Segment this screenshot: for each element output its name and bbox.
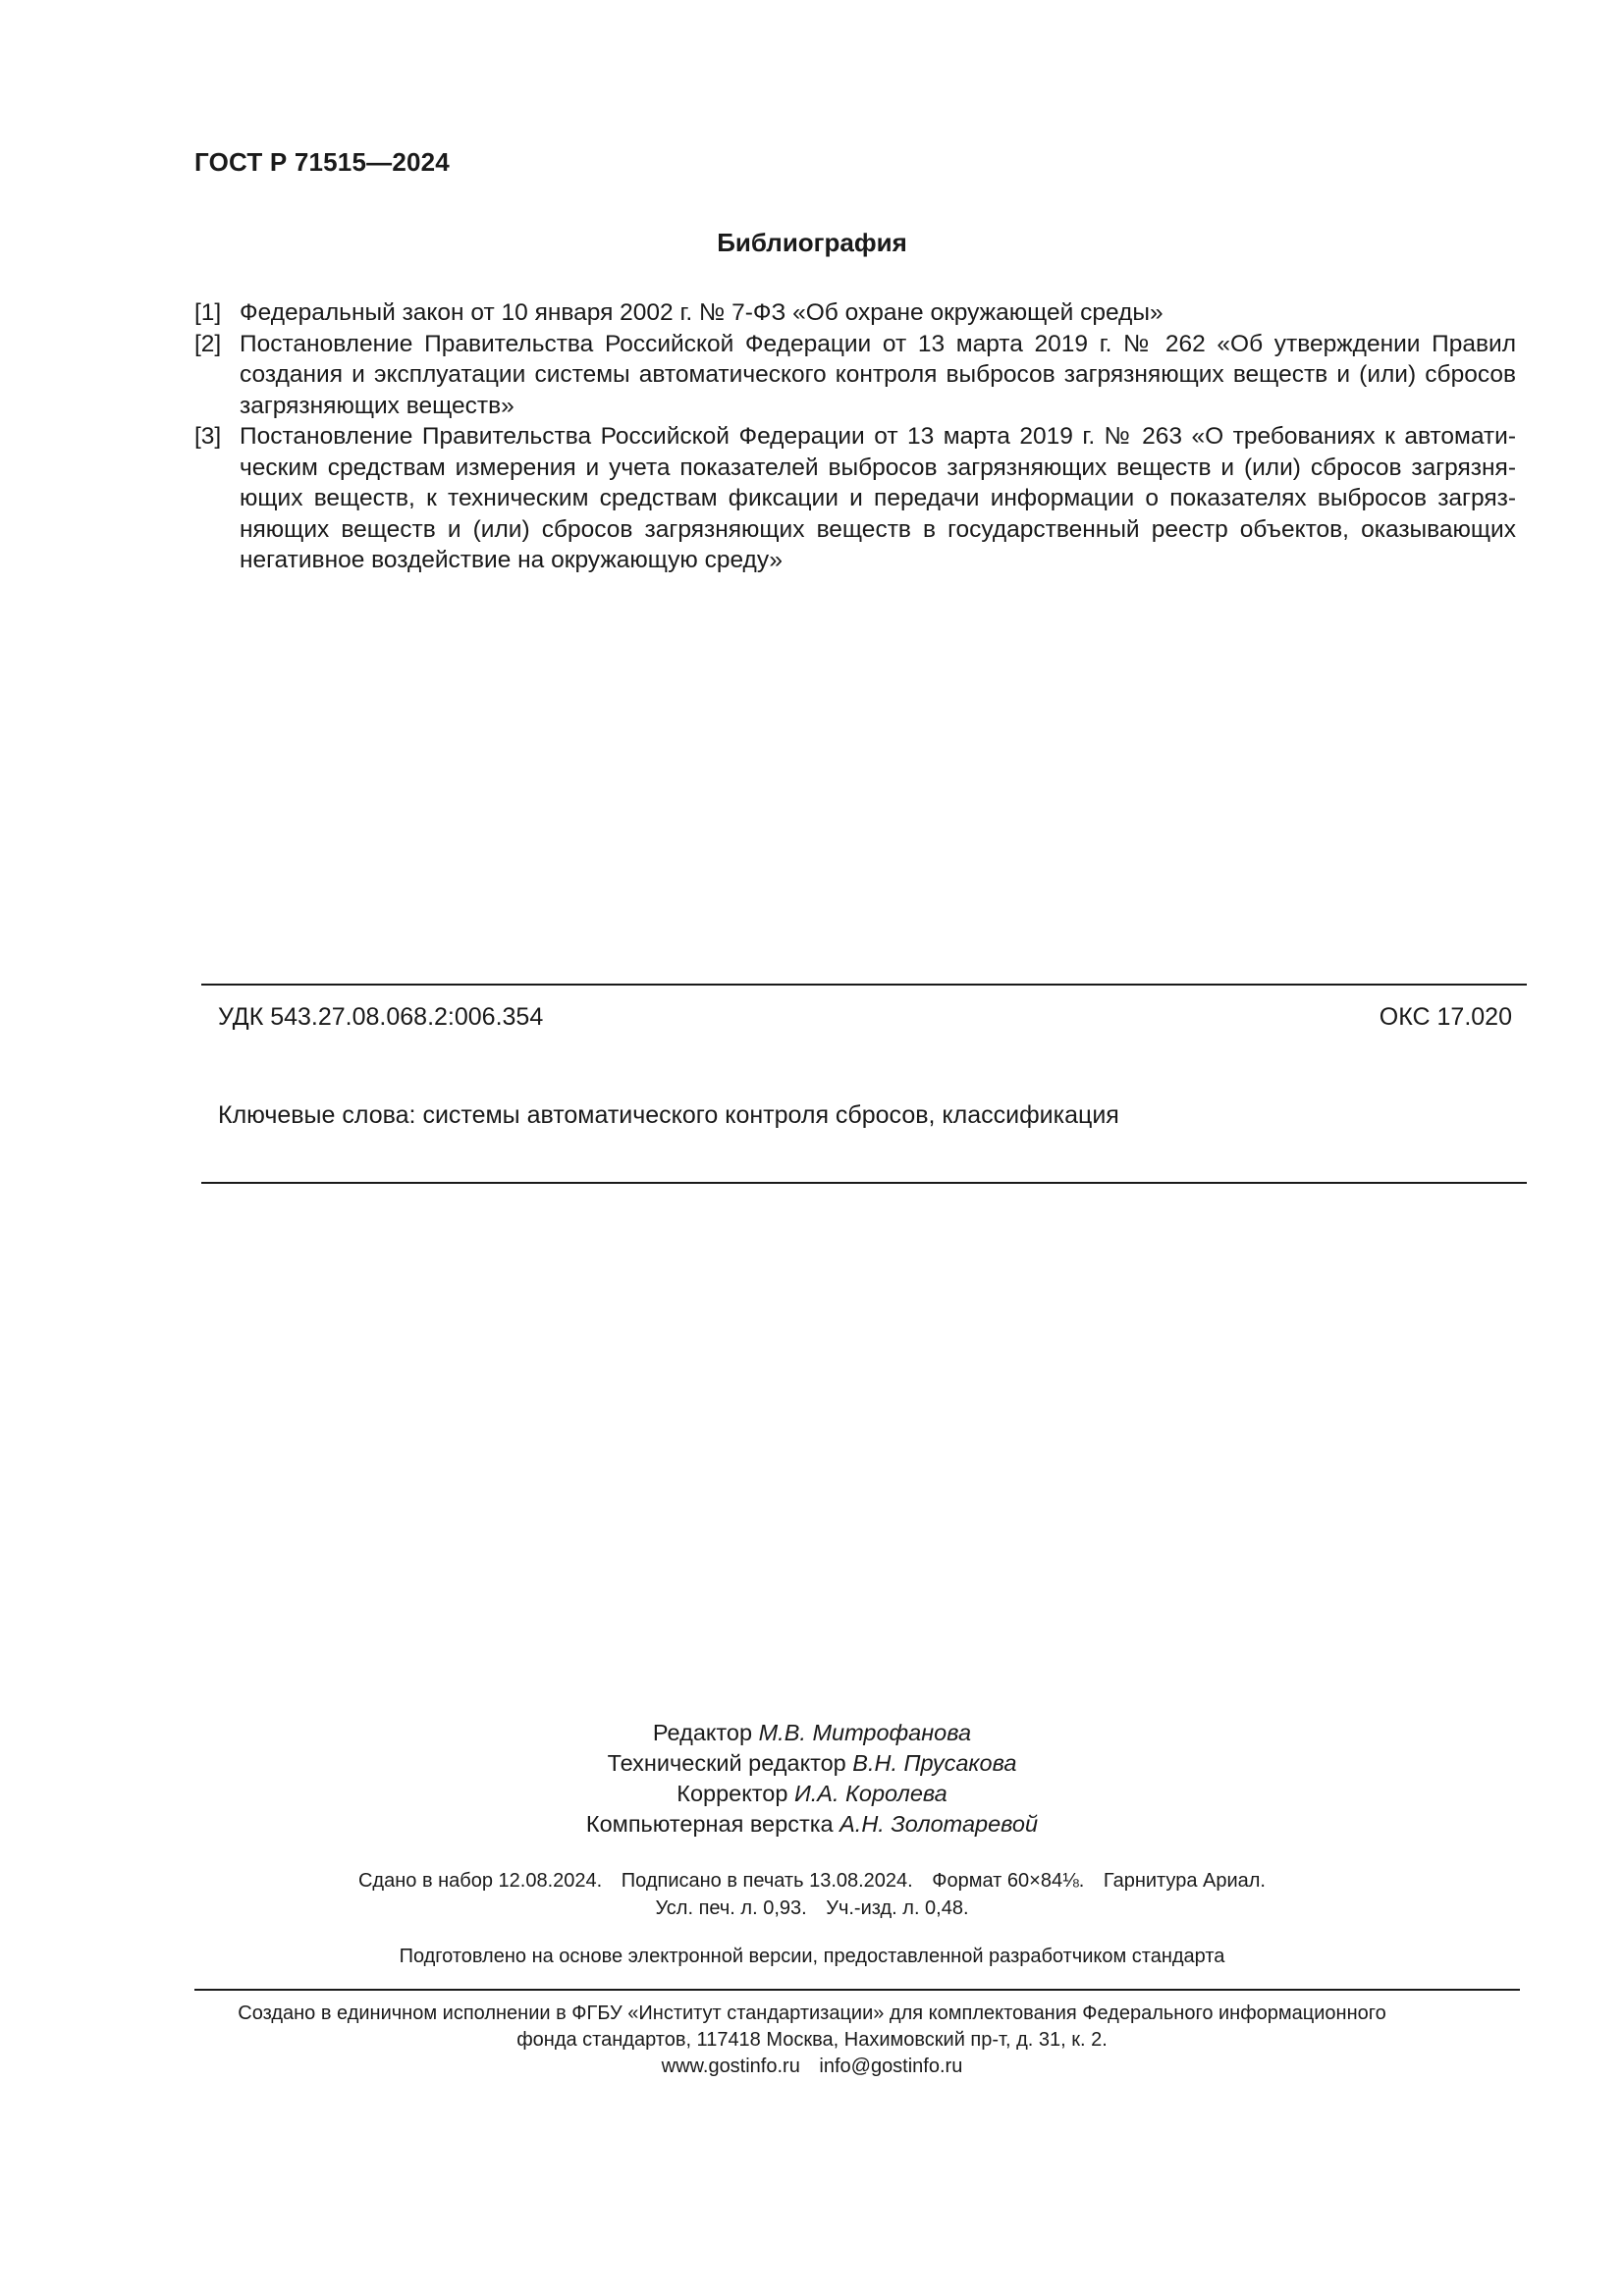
bibliography-line: Федеральный закон от 10 января 2002 г. № 7-ФЗ «Об охране окружающей среды» — [240, 299, 1164, 326]
footer-line-1: Создано в единичном исполнении в ФГБУ «Институт стандартизации» для комплектования Федерального информационного — [238, 2002, 1386, 2024]
credit-label: Технический редактор — [607, 1750, 846, 1776]
bibliography-item-text — [240, 329, 1516, 422]
divider-middle — [201, 1182, 1527, 1184]
credit-corrector — [0, 1779, 1624, 1809]
credit-name: И.А. Королева — [793, 1781, 947, 1806]
credit-label: Редактор — [652, 1720, 753, 1745]
bibliography-line: ческим средствам измерения и учета показателей выбросов загрязняющих веществ и (или) сбросов загрязня- — [240, 454, 1516, 481]
bibliography-item-3 — [194, 421, 1516, 576]
paper-format: Формат 60×84⅛. — [932, 1870, 1085, 1892]
udk-code: УДК 543.27.08.068.2:006.354 — [218, 1003, 544, 1031]
bibliography-line: няющих веществ и (или) сбросов загрязняющих веществ в государственный реестр объектов, оказывающих — [240, 515, 1516, 543]
credit-tech-editor — [0, 1748, 1624, 1779]
credits-block — [0, 1718, 1624, 1840]
bibliography-item-1 — [194, 297, 1516, 329]
email-link[interactable]: info@gostinfo.ru — [819, 2056, 963, 2077]
print-info-line-1 — [0, 1867, 1624, 1895]
credit-name: А.Н. Золотаревой — [839, 1811, 1039, 1837]
website-link[interactable]: www.gostinfo.ru — [661, 2056, 800, 2077]
print-sheets: Усл. печ. л. 0,93. — [655, 1897, 807, 1919]
keywords: Ключевые слова: системы автоматического контроля сбросов, классификация — [218, 1101, 1119, 1129]
divider-top — [201, 984, 1527, 986]
credit-editor — [0, 1718, 1624, 1748]
bibliography-item-2 — [194, 329, 1516, 422]
credit-layout — [0, 1809, 1624, 1840]
typeset-date: Сдано в набор 12.08.2024. — [357, 1870, 603, 1892]
document-code: ГОСТ Р 71515—2024 — [194, 147, 450, 177]
bibliography-line: Постановление Правительства Российской Федерации от 13 марта 2019 г. № 262 «Об утверждении Правил — [240, 330, 1516, 357]
bibliography-title: Библиография — [717, 228, 907, 257]
footer-contacts — [0, 2054, 1624, 2080]
divider-bottom — [194, 1989, 1520, 1991]
typeface: Гарнитура Ариал. — [1103, 1870, 1266, 1892]
bibliography-item-number: [3] — [194, 423, 222, 450]
bibliography-item-number: [1] — [194, 299, 222, 326]
footer-line-2: фонда стандартов, 117418 Москва, Нахимовский пр-т, д. 31, к. 2. — [516, 2029, 1108, 2051]
bibliography-line: негативное воздействие на окружающую среду» — [240, 547, 783, 573]
bibliography-item-text — [240, 297, 1516, 329]
bibliography-line: загрязняющих веществ» — [240, 392, 514, 419]
credit-label: Компьютерная верстка — [585, 1811, 834, 1837]
publishing-sheets: Уч.-изд. л. 0,48. — [826, 1897, 969, 1919]
credit-name: М.В. Митрофанова — [758, 1720, 972, 1745]
credit-name: В.Н. Прусакова — [852, 1750, 1017, 1776]
credit-label: Корректор — [677, 1781, 788, 1806]
prepared-note: Подготовлено на основе электронной версии, предоставленной разработчиком стандарта — [399, 1946, 1225, 1967]
bibliography-line: создания и эксплуатации системы автоматического контроля выбросов загрязняющих веществ и (или) сбросов — [240, 361, 1516, 388]
footer-block — [0, 2001, 1624, 2080]
bibliography-line: Постановление Правительства Российской Федерации от 13 марта 2019 г. № 263 «О требованиях к автомати- — [240, 423, 1516, 450]
bibliography-list — [194, 297, 1516, 576]
oks-code: ОКС 17.020 — [1379, 1003, 1512, 1031]
bibliography-line: ющих веществ, к техническим средствам фиксации и передачи информации о показателях выбросов загряз- — [240, 485, 1516, 511]
signed-date: Подписано в печать 13.08.2024. — [621, 1870, 913, 1892]
print-info — [0, 1867, 1624, 1922]
print-info-line-2 — [0, 1895, 1624, 1922]
bibliography-item-text — [240, 421, 1516, 576]
bibliography-item-number: [2] — [194, 330, 222, 357]
